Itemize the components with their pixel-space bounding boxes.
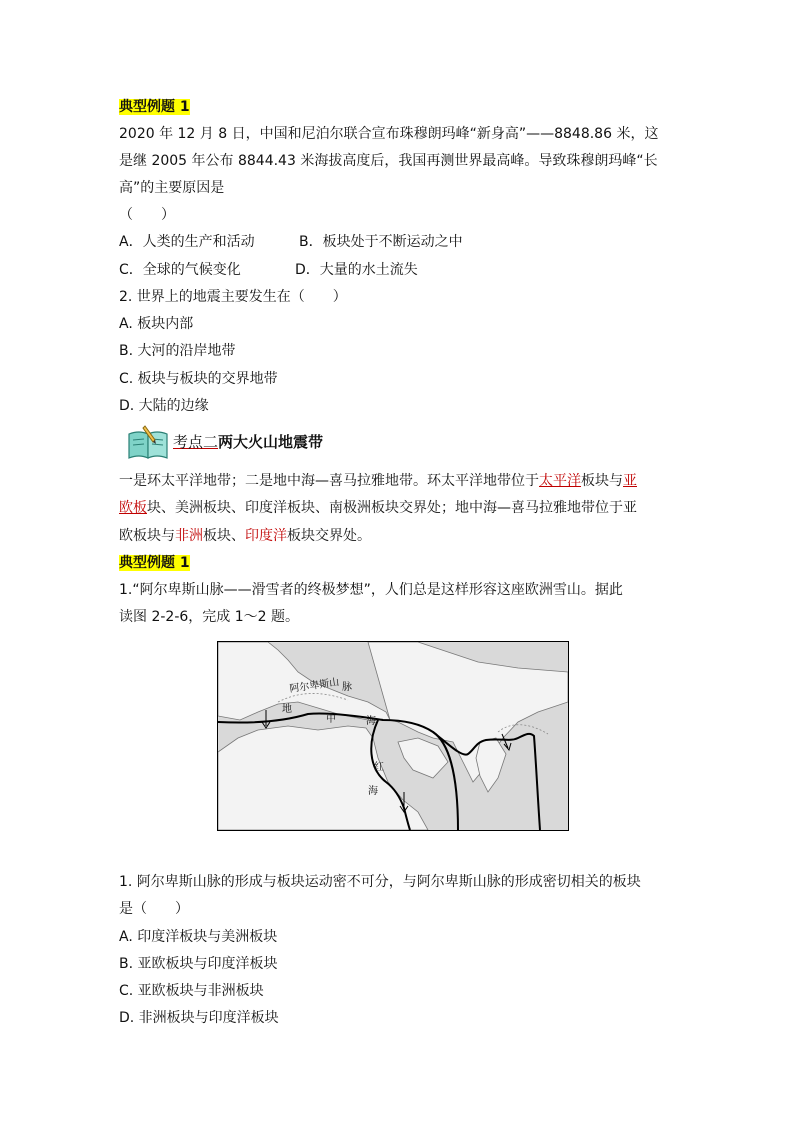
highlight-term: 亚 xyxy=(623,473,637,489)
book-pencil-icon xyxy=(125,424,171,462)
option-b: B. 大河的沿岸地带 xyxy=(119,343,236,359)
body-text: 板块交界处。 xyxy=(287,528,371,544)
example-heading xyxy=(119,97,190,117)
highlight-term: 太平洋 xyxy=(539,473,581,489)
plate-boundary-map xyxy=(217,641,569,831)
body-text: 欧板块与 xyxy=(119,528,175,544)
option-b: B. 亚欧板块与印度洋板块 xyxy=(119,956,278,972)
option-a: A．人类的生产和活动 xyxy=(119,234,255,250)
body-text-line xyxy=(119,498,637,518)
map-label-red-sea: 红 xyxy=(374,762,384,773)
map-label-alps-end: 脉 xyxy=(342,682,352,693)
option-d: D．大量的水土流失 xyxy=(295,262,418,278)
option-c: C. 板块与板块的交界地带 xyxy=(119,371,278,387)
highlight-term: 非洲 xyxy=(175,528,203,544)
options-row xyxy=(119,260,519,280)
body-text-line xyxy=(119,471,637,491)
topic-prefix: 考点二 xyxy=(173,433,219,451)
option-c: C. 亚欧板块与非洲板块 xyxy=(119,983,264,999)
example-heading-label: 典型例题 1 xyxy=(119,555,190,571)
option-c: C．全球的气候变化 xyxy=(119,262,241,278)
question-text-line: 读图 2-2-6，完成 1～2 题。 xyxy=(119,609,299,625)
option-a: A. 印度洋板块与美洲板块 xyxy=(119,929,278,945)
topic-header xyxy=(125,424,425,464)
topic-name: 两大火山地震带 xyxy=(218,433,324,451)
map-label-sea: 海 xyxy=(366,716,376,727)
option-d: D. 大陆的边缘 xyxy=(119,398,209,414)
question-text-line: 高”的主要原因是 xyxy=(119,180,225,196)
body-text: 块、美洲板块、印度洋板块、南极洲板块交界处；地中海—喜马拉雅地带位于亚 xyxy=(147,500,637,516)
answer-blank: （ ） xyxy=(119,207,175,223)
body-text: 板块、 xyxy=(203,528,245,544)
question-text-line: 是继 2005 年公布 8844.43 米海拔高度后，我国再测世界最高峰。导致珠穆朗玛峰“长 xyxy=(119,153,658,169)
map-label-red-sea: 海 xyxy=(368,786,378,797)
map-label-alps: 阿尔卑斯山 xyxy=(288,677,340,695)
highlight-term: 欧板 xyxy=(119,500,147,516)
body-text: 板块与 xyxy=(581,473,623,489)
question-text-line: 1. 阿尔卑斯山脉的形成与板块运动密不可分，与阿尔卑斯山脉的形成密切相关的板块 xyxy=(119,874,641,890)
map-graphic xyxy=(218,642,568,830)
map-label-sea: 中 xyxy=(326,714,336,725)
option-b: B．板块处于不断运动之中 xyxy=(299,234,463,250)
highlight-term: 印度洋 xyxy=(245,528,287,544)
topic-title xyxy=(173,432,323,452)
body-text-line xyxy=(119,526,371,546)
question-2-stem: 2. 世界上的地震主要发生在（ ） xyxy=(119,289,347,305)
map-label-sea: 地 xyxy=(282,704,292,715)
option-a: A. 板块内部 xyxy=(119,316,194,332)
question-text-line: 1.“阿尔卑斯山脉——滑雪者的终极梦想”，人们总是这样形容这座欧洲雪山。据此 xyxy=(119,582,623,598)
body-text: 一是环太平洋地带；二是地中海—喜马拉雅地带。环太平洋地带位于 xyxy=(119,473,539,489)
options-row xyxy=(119,232,519,252)
question-text-line: 2020 年 12 月 8 日，中国和尼泊尔联合宣布珠穆朗玛峰“新身高”——8848.86 米，这 xyxy=(119,126,659,142)
question-text-line: 是（ ） xyxy=(119,901,189,917)
example-heading xyxy=(119,553,190,573)
option-d: D. 非洲板块与印度洋板块 xyxy=(119,1010,279,1026)
example-heading-label: 典型例题 1 xyxy=(119,99,190,115)
